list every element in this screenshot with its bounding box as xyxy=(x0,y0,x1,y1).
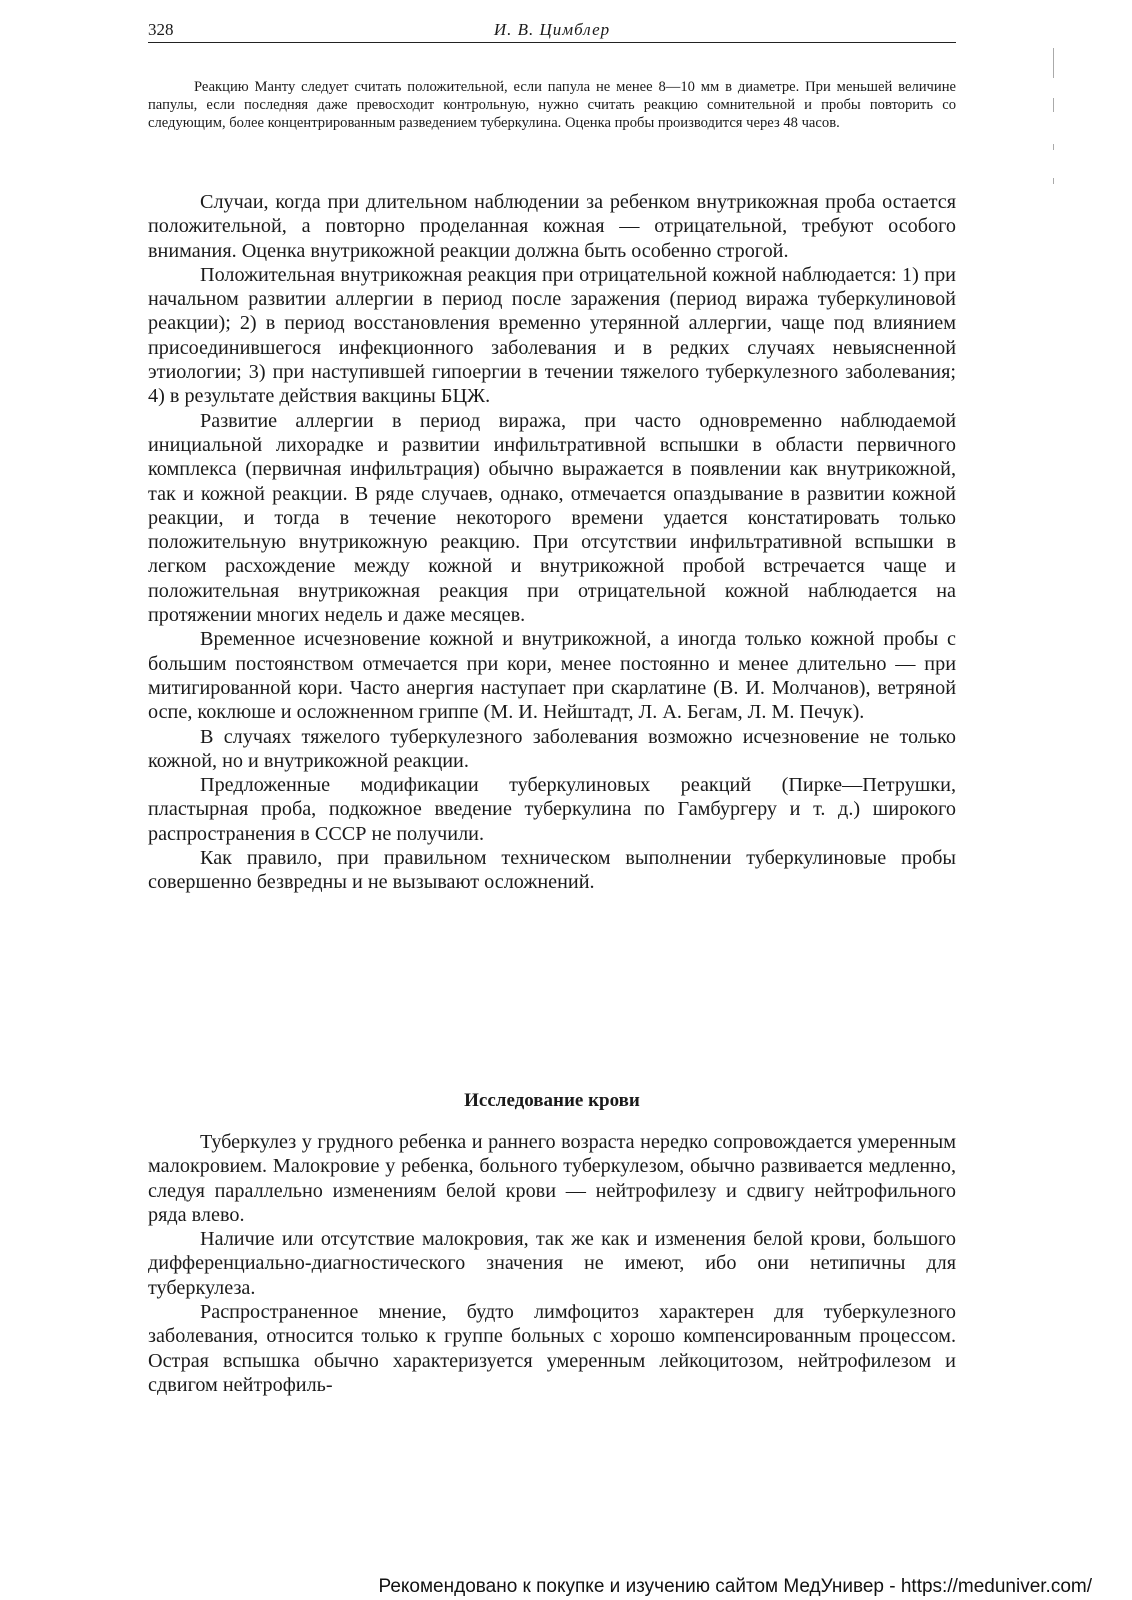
page-number: 328 xyxy=(148,20,174,39)
footnote xyxy=(148,78,956,132)
paragraph: В случаях тяжелого туберкулезного заболевания возможно исчезновение не только кожной, но и внутрикожной реакции. xyxy=(148,725,956,772)
section-heading: Исследование крови xyxy=(464,1090,640,1111)
running-title: И. В. Цимблер xyxy=(493,20,611,39)
paragraph: Как правило, при правильном техническом выполнении туберкулиновые пробы совершенно безвредны и не вызывают осложнений. xyxy=(148,847,956,894)
paragraph: Предложенные модификации туберкулиновых реакций (Пирке—Петрушки, пластырная проба, подкожное введение туберкулина по Гамбургеру и т. д.) широкого распространения в СССР не получили. xyxy=(148,774,956,845)
section-text xyxy=(148,1130,956,1397)
paragraph: Развитие аллергии в период виража, при часто одновременно наблюдаемой инициальной лихорадке и развитии инфильтративной вспышки в области первичного комплекса (первичная инфильтрация) обычно выражается в появлении как внутрикожной, так и кожной реакции. В ряде случаев, однако, отмечается опаздывание в развитии кожной реакции, и тогда в течение некоторого времени удается констатировать только положительную внутрикожную реакцию. При отсутствии инфильтративной вспышки в легком расхождение между кожной и внутрикожной пробой встречается чаще и положительная внутрикожная реакция при отрицательной кожной наблюдается на протяжении многих недель и даже месяцев. xyxy=(148,409,956,627)
paragraph: Временное исчезновение кожной и внутрикожной, а иногда только кожной пробы с большим постоянством отмечается при кори, менее постоянно и менее длительно — при митигированной кори. Часто анергия наступает при скарлатине (В. И. Молчанов), ветряной оспе, коклюше и осложненном гриппе (М. И. Нейштадт, Л. А. Бегам, Л. М. Печук). xyxy=(148,628,956,724)
body-text xyxy=(148,190,956,895)
paragraph: Наличие или отсутствие малокровия, так же как и изменения белой крови, большого дифференциально-диагностического значения не имеют, ибо они нетипичны для туберкулеза. xyxy=(148,1228,956,1299)
paragraph: Положительная внутрикожная реакция при отрицательной кожной наблюдается: 1) при начальном развитии аллергии в период после заражения (период виража туберкулиновой реакции); 2) в период восстановления временно утерянной аллергии, чаще под влиянием присоединившегося инфекционного заболевания и в редких случаях невыясненной этиологии; 3) при наступившей гипоергии в течении тяжелого туберкулезного заболевания; 4) в результате действия вакцины БЦЖ. xyxy=(148,263,956,408)
page-header xyxy=(148,18,956,43)
watermark-link[interactable]: Рекомендовано к покупке и изучению сайтом МедУнивер - https://meduniver.com/ xyxy=(378,1576,1092,1597)
margin-marks xyxy=(1050,48,1058,198)
footnote-text: Реакцию Манту следует считать положительной, если папула не менее 8—10 мм в диаметре. При меньшей величине папулы, если последняя даже превосходит контрольную, нужно считать реакцию сомнительной и пробы повторить со следующим, более концентрированным разведением туберкулина. Оценка пробы производится через 48 часов. xyxy=(148,79,956,131)
paragraph: Случаи, когда при длительном наблюдении за ребенком внутрикожная проба остается положительной, а повторно проделанная кожная — отрицательной, требуют особого внимания. Оценка внутрикожной реакции должна быть особенно строгой. xyxy=(148,191,956,262)
paragraph: Туберкулез у грудного ребенка и раннего возраста нередко сопровождается умеренным малокровием. Малокровие у ребенка, больного туберкулезом, обычно развивается медленно, следуя параллельно изменениям белой крови — нейтрофилезу и сдвигу нейтрофильного ряда влево. xyxy=(148,1131,956,1226)
paragraph: Распространенное мнение, будто лимфоцитоз характерен для туберкулезного заболевания, относится только к группе больных с хорошо компенсированным процессом. Острая вспышка обычно характеризуется умеренным лейкоцитозом, нейтрофилезом и сдвигом нейтрофиль- xyxy=(148,1301,956,1396)
